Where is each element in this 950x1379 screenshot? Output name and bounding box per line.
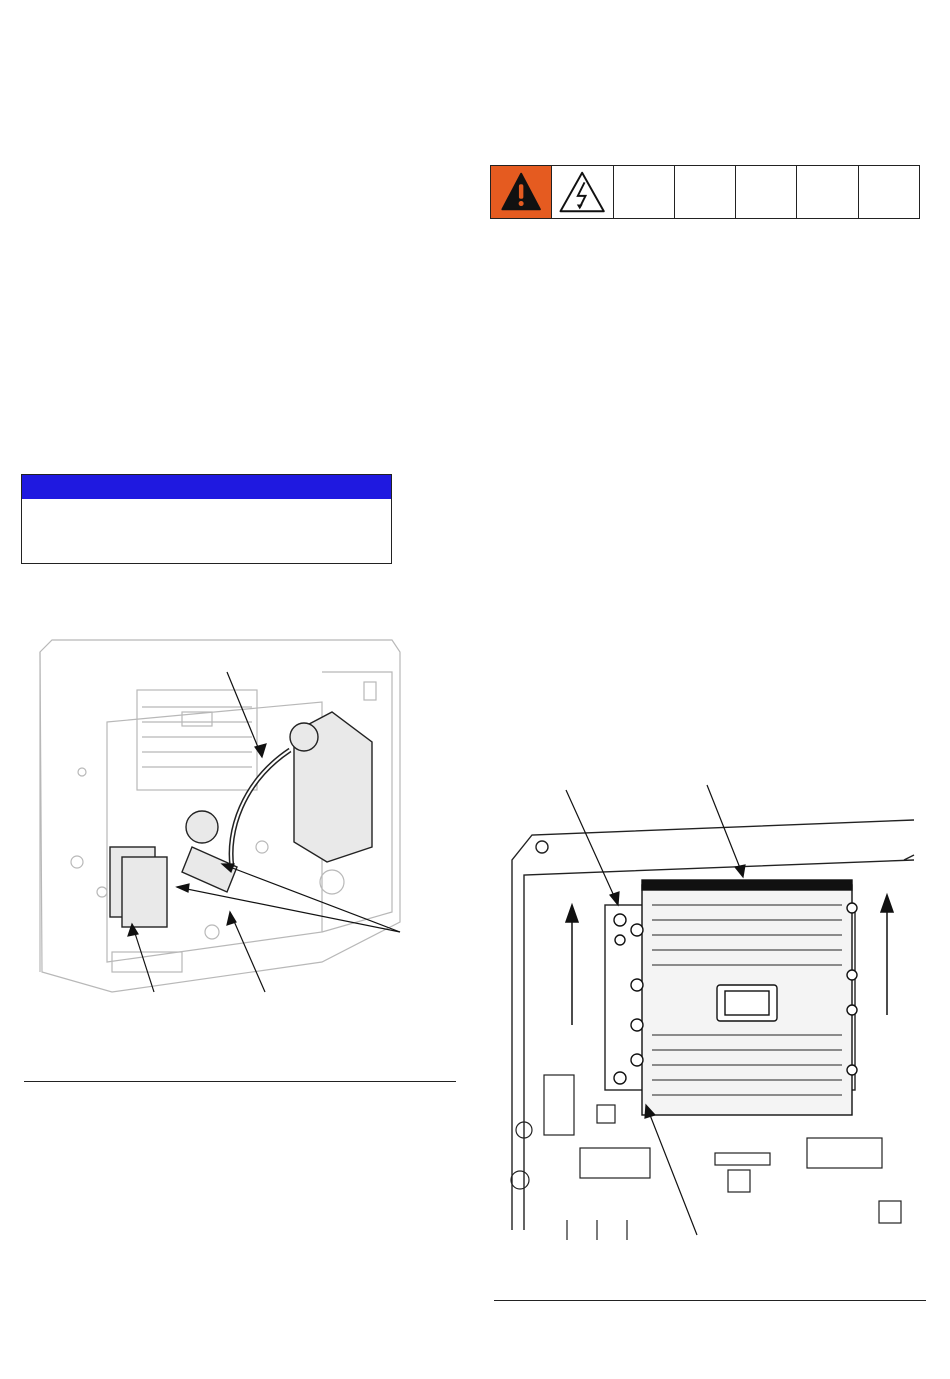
blank-symbol-cell <box>736 166 797 218</box>
filter-regulator-assembly-figure <box>22 632 417 1002</box>
notice-box <box>21 474 392 564</box>
warning-symbol-strip <box>490 165 920 219</box>
blank-symbol-cell <box>614 166 675 218</box>
section-divider <box>24 1081 456 1082</box>
blank-symbol-cell <box>675 166 736 218</box>
warning-cell <box>491 166 552 218</box>
warning-triangle-icon <box>491 166 551 218</box>
notice-header-bar <box>22 475 391 499</box>
figure-illustration <box>22 632 417 1002</box>
blank-symbol-cell <box>859 166 919 218</box>
figure-illustration <box>502 780 922 1245</box>
electric-shock-icon <box>552 166 612 218</box>
section-divider <box>494 1300 926 1301</box>
control-module-mounting-figure <box>502 780 922 1245</box>
blank-symbol-cell <box>797 166 858 218</box>
shock-hazard-cell <box>552 166 613 218</box>
